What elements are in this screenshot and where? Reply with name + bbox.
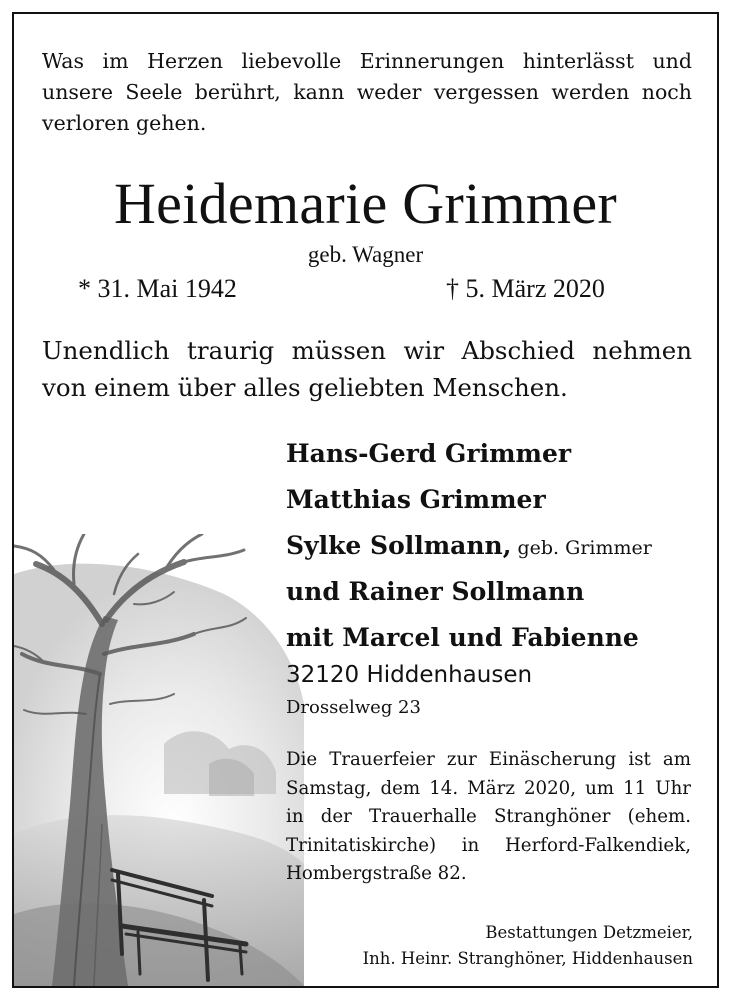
mourner-line: Matthias Grimmer [286,485,546,514]
birth-date: * 31. Mai 1942 [78,274,237,303]
maiden-name: geb. Wagner [307,242,424,267]
obituary-card [12,12,719,988]
farewell-text: Unendlich traurig müssen wir Abschied nehmen von einem über alles geliebten Menschen. [42,336,692,402]
address-city: 32120 Hiddenhausen [286,662,533,688]
mourner-line: mit Marcel und Fabienne [286,623,639,652]
mourner-line: Hans-Gerd Grimmer [286,439,572,468]
address-street: Drosselweg 23 [286,697,421,718]
undertaker-credit [363,920,693,972]
death-date: † 5. März 2020 [446,274,605,303]
undertaker-line-1: Bestattungen Detzmeier, [485,923,693,942]
tree-and-bench-illustration [14,534,304,986]
deceased-name: Heidemarie Grimmer [113,171,618,236]
undertaker-line-2: Inh. Heinr. Stranghöner, Hiddenhausen [362,949,693,968]
mourners-list [286,432,706,662]
mourner-line: Sylke Sollmann, geb. Grimmer [286,531,652,560]
mourner-line: und Rainer Sollmann [286,577,585,606]
funeral-service-notice: Die Trauerfeier zur Einäscherung ist am Samstag, dem 14. März 2020, um 11 Uhr in der Trauerhalle Stranghöner (ehem. Trinitatiskirche) in Herford-Falkendiek, Hombergstraße 82. [286,749,691,884]
intro-verse: Was im Herzen liebevolle Erinnerungen hinterlässt und unsere Seele berührt, kann weder vergessen werden noch verloren gehen. [42,49,692,135]
